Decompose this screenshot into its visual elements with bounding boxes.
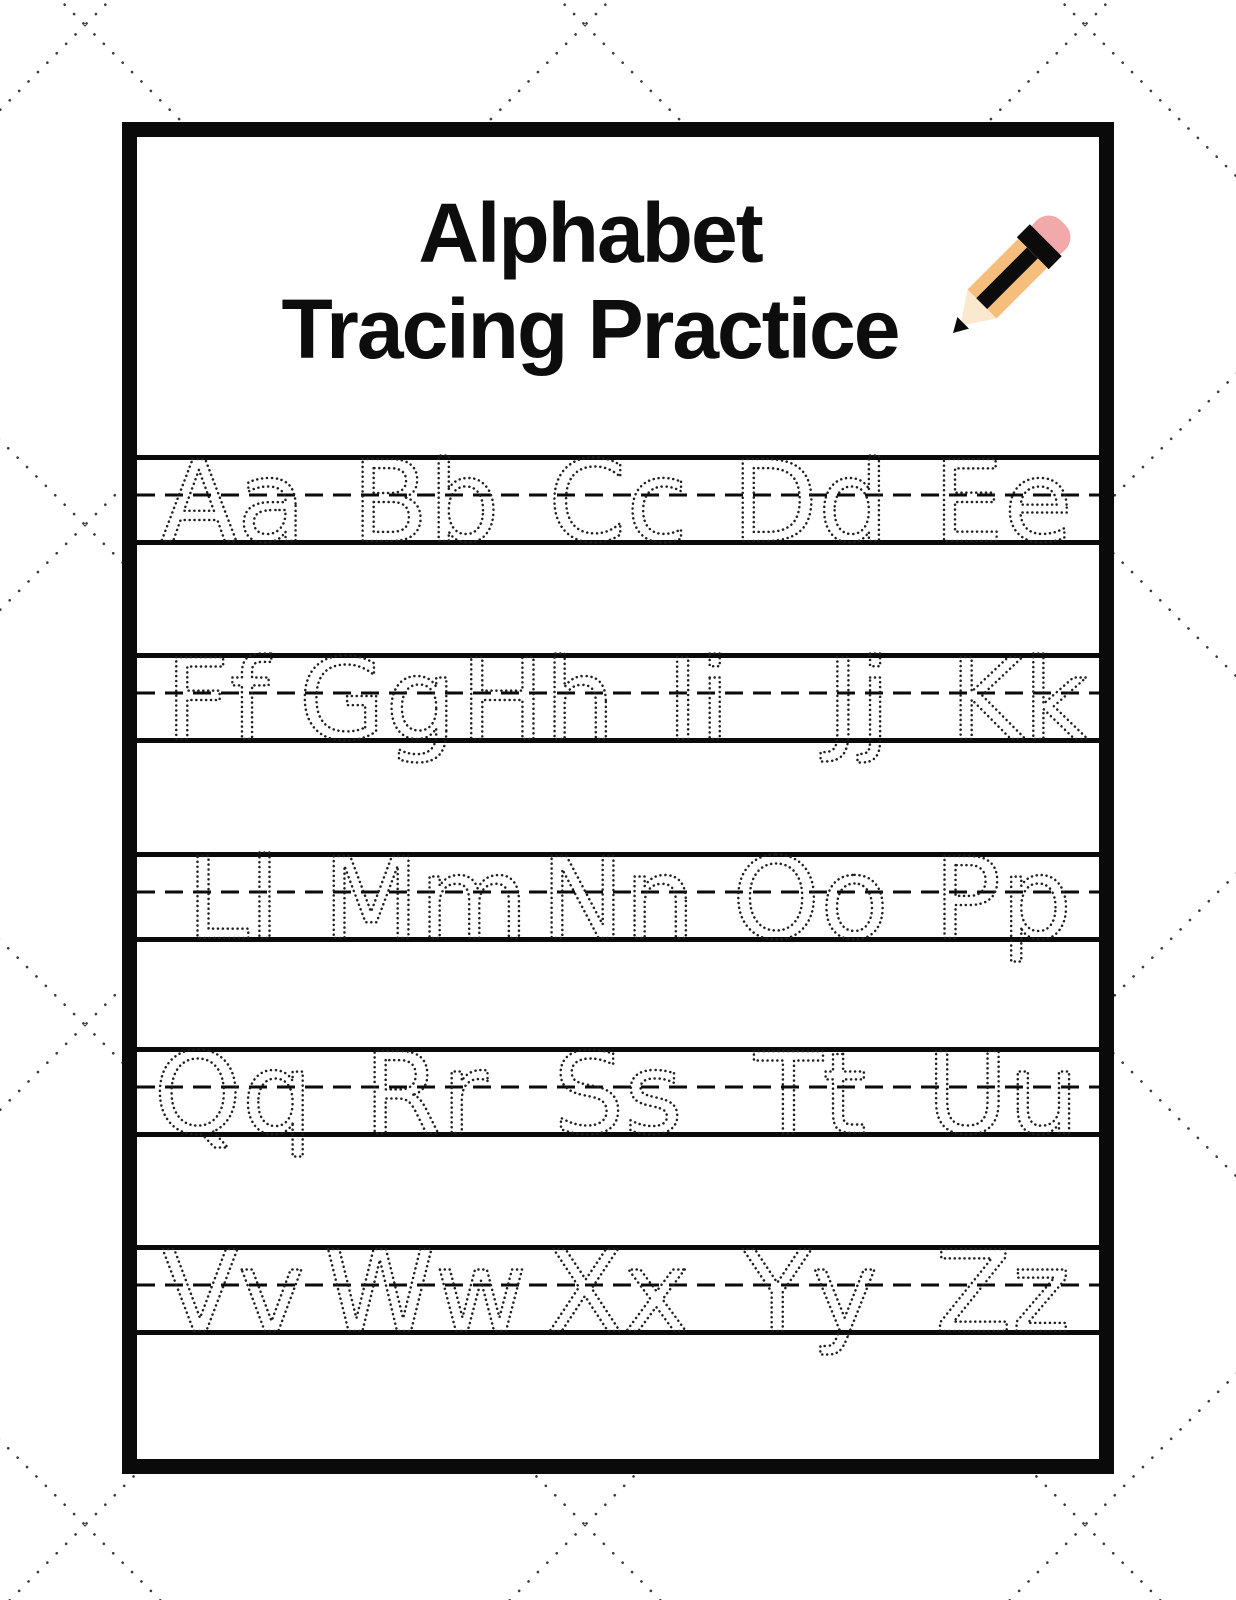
tracing-row-2 — [137, 636, 1099, 766]
trace-letter-pair-Zz: Zz — [935, 1228, 1071, 1358]
trace-letter-pair-Ii: Ii — [666, 636, 731, 766]
trace-letter-pair-Tt: Tt — [754, 1030, 867, 1160]
tracing-row-5 — [137, 1228, 1099, 1358]
trace-letter-pair-Gg: Gg — [298, 636, 457, 766]
pencil-icon — [929, 193, 1093, 357]
tracing-row-canvas — [137, 636, 1099, 798]
title-line-2: Tracing Practice — [281, 282, 899, 376]
trace-letter-pair-Cc: Cc — [548, 438, 688, 568]
trace-letter-pair-Dd: Dd — [731, 438, 890, 568]
trace-letter-pair-Bb: Bb — [351, 438, 500, 568]
trace-letter-pair-Yy: Yy — [743, 1228, 878, 1358]
trace-letter-pair-Xx: Xx — [546, 1228, 690, 1358]
trace-letter-pair-Qq: Qq — [153, 1030, 313, 1160]
tracing-row-canvas — [137, 1030, 1099, 1192]
trace-letter-pair-Hh: Hh — [460, 636, 616, 766]
trace-letter-pair-Rr: Rr — [363, 1030, 488, 1160]
trace-letter-pair-Ss: Ss — [553, 1030, 683, 1160]
trace-letter-pair-Ff: Ff — [165, 636, 270, 766]
trace-letter-pair-Mm: Mm — [322, 835, 529, 965]
trace-letter-pair-Vv: Vv — [161, 1228, 305, 1358]
tracing-row-canvas — [137, 1228, 1099, 1390]
trace-letter-pair-Jj: Jj — [826, 636, 891, 766]
trace-letter-pair-Kk: Kk — [949, 636, 1088, 766]
trace-letter-pair-Oo: Oo — [732, 835, 889, 965]
trace-letter-pair-Ll: Ll — [186, 835, 280, 965]
title-line-1: Alphabet — [418, 186, 762, 280]
trace-letter-pair-Ee: Ee — [932, 438, 1073, 568]
trace-letter-pair-Pp: Pp — [933, 835, 1073, 965]
trace-letter-pair-Nn: Nn — [540, 835, 696, 965]
trace-letter-pair-Uu: Uu — [926, 1030, 1080, 1160]
tracing-row-canvas — [137, 835, 1099, 997]
tracing-row-3 — [137, 835, 1099, 965]
trace-letter-pair-Aa: Aa — [160, 438, 306, 568]
tracing-row-canvas — [137, 438, 1099, 600]
worksheet-card — [122, 122, 1114, 1474]
tracing-row-1 — [137, 438, 1099, 568]
worksheet-title — [109, 185, 1071, 377]
tracing-row-4 — [137, 1030, 1099, 1160]
trace-letter-pair-Ww: Ww — [324, 1228, 527, 1358]
